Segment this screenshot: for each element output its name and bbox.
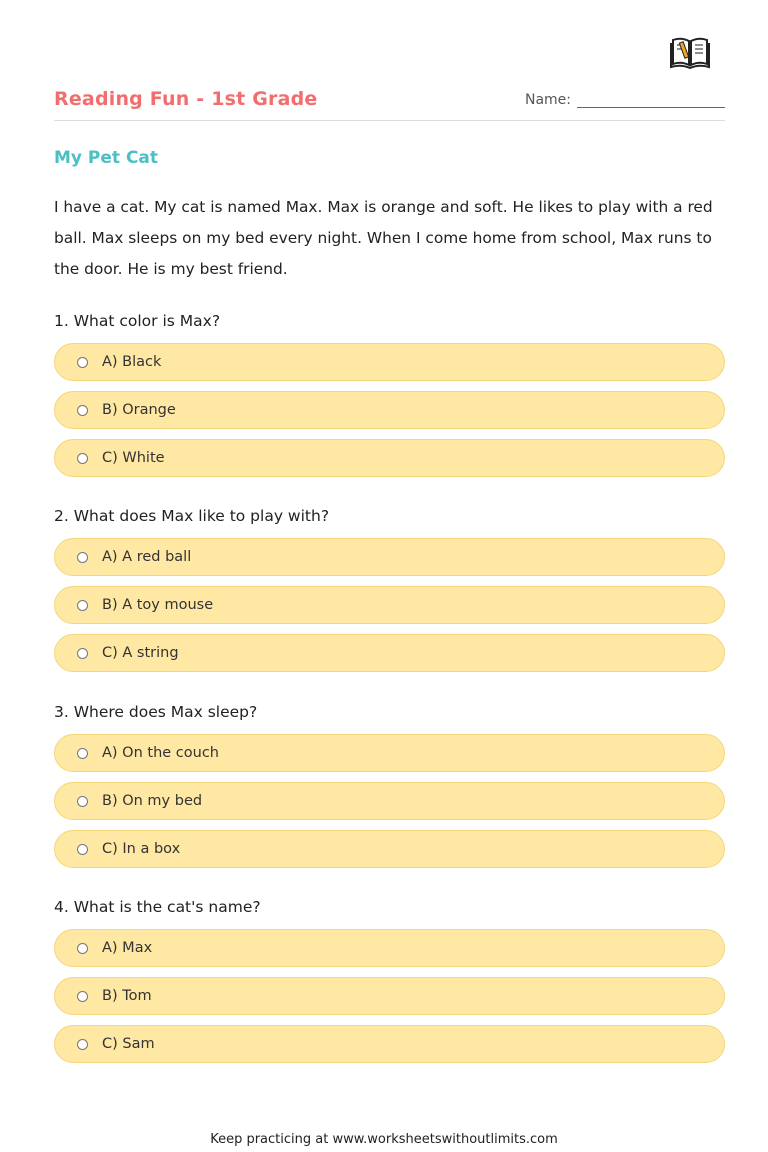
question-text: 3. Where does Max sleep? [54, 703, 258, 721]
option-label: B) Tom [102, 988, 152, 1004]
answer-option[interactable] [54, 538, 725, 576]
option-label: B) A toy mouse [102, 597, 214, 613]
option-label: A) On the couch [102, 745, 219, 761]
question-2 [54, 504, 725, 682]
option-label: A) Max [102, 940, 153, 956]
question-4 [54, 895, 725, 1073]
name-input-line[interactable] [577, 91, 725, 108]
radio-button[interactable] [77, 405, 88, 416]
question-text: 4. What is the cat's name? [54, 898, 261, 916]
radio-button[interactable] [77, 453, 88, 464]
answer-option[interactable] [54, 830, 725, 868]
radio-button[interactable] [77, 991, 88, 1002]
radio-button[interactable] [77, 600, 88, 611]
answer-option[interactable] [54, 439, 725, 477]
answer-option[interactable] [54, 634, 725, 672]
worksheet-header [54, 86, 725, 121]
story-text: I have a cat. My cat is named Max. Max is orange and soft. He likes to play with a red ball. Max sleeps on my bed every night. When I come home from school, Max runs to the door. He is my best friend. [54, 198, 713, 278]
option-label: C) Sam [102, 1036, 155, 1052]
question-1 [54, 309, 725, 487]
radio-button[interactable] [77, 1039, 88, 1050]
option-label: A) A red ball [102, 549, 192, 565]
radio-button[interactable] [77, 648, 88, 659]
radio-button[interactable] [77, 943, 88, 954]
option-label: B) On my bed [102, 793, 203, 809]
answer-option[interactable] [54, 734, 725, 772]
answer-option[interactable] [54, 977, 725, 1015]
radio-button[interactable] [77, 796, 88, 807]
answer-option[interactable] [54, 391, 725, 429]
question-text: 2. What does Max like to play with? [54, 507, 330, 525]
footer-text: Keep practicing at www.worksheetswithoutlimits.com [210, 1132, 558, 1147]
answer-option[interactable] [54, 1025, 725, 1063]
option-label: C) In a box [102, 841, 181, 857]
question-3 [54, 700, 725, 878]
option-label: C) A string [102, 645, 179, 661]
radio-button[interactable] [77, 844, 88, 855]
answer-option[interactable] [54, 343, 725, 381]
answer-option[interactable] [54, 782, 725, 820]
radio-button[interactable] [77, 748, 88, 759]
story-title: My Pet Cat [54, 148, 159, 168]
name-field [525, 91, 725, 108]
name-label: Name: [524, 92, 571, 108]
radio-button[interactable] [77, 357, 88, 368]
option-label: A) Black [102, 354, 162, 370]
worksheet-title: Reading Fun - 1st Grade [54, 88, 318, 110]
radio-button[interactable] [77, 552, 88, 563]
open-book-icon [670, 34, 710, 70]
option-label: B) Orange [102, 402, 176, 418]
answer-option[interactable] [54, 929, 725, 967]
question-text: 1. What color is Max? [54, 312, 221, 330]
option-label: C) White [102, 450, 165, 466]
answer-option[interactable] [54, 586, 725, 624]
